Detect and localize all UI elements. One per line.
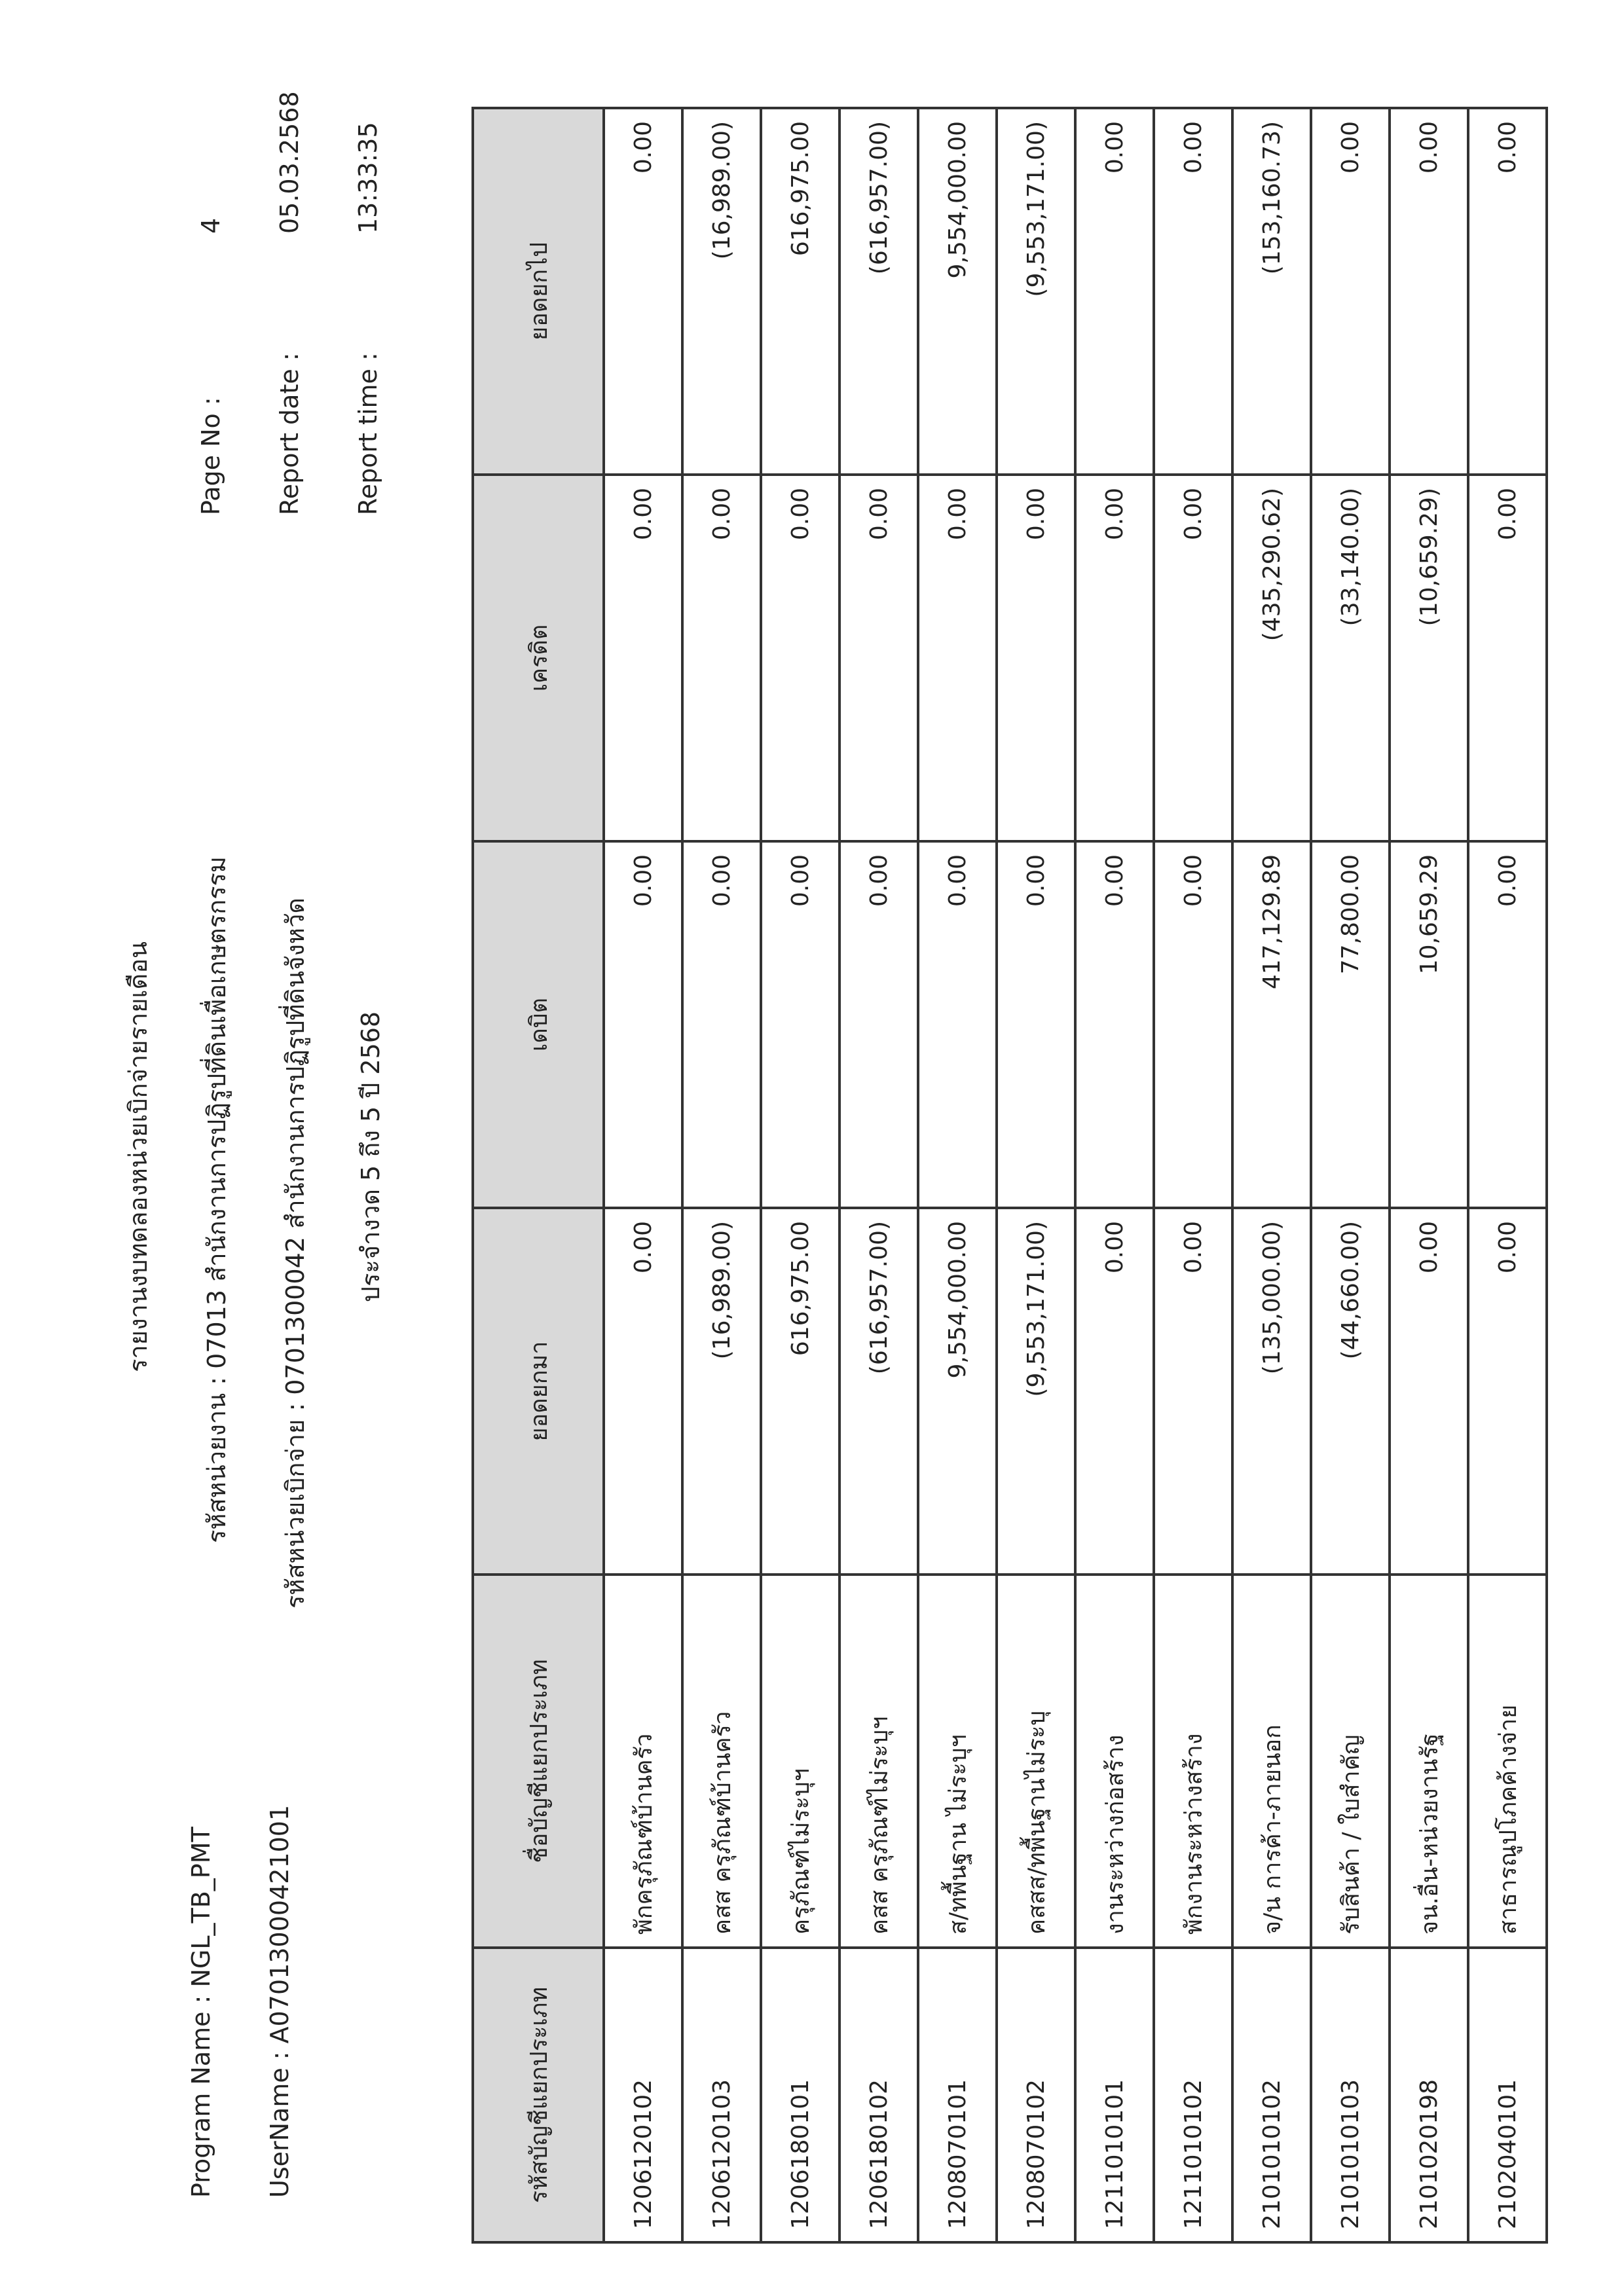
account-name-cell: พักงานระหว่างสร้าง: [1154, 1575, 1232, 1948]
account-name-cell: จ/น การค้า-ภายนอก: [1232, 1575, 1311, 1948]
page-no-label: Page No :: [196, 397, 225, 515]
credit-cell: 0.00: [604, 475, 682, 841]
account-name-cell: คสสส/ทพื้นฐานไม่ระบุ: [997, 1575, 1075, 1948]
debit-cell: 417,129.89: [1232, 841, 1311, 1208]
carried-forward-cell: (16,989.00): [682, 108, 761, 475]
disbursement-unit-code: รหัสหน่วยเบิกจ่าย : 0701300042 สำนักงานการปฏิรูปที่ดินจังหวัด: [281, 898, 310, 1609]
program-name: Program Name : NGL_TB_PMT: [187, 1827, 215, 2198]
column-header: เดบิต: [473, 841, 604, 1208]
credit-cell: 0.00: [840, 475, 918, 841]
brought-forward-cell: (44,660.00): [1311, 1208, 1390, 1575]
column-header: รหัสบัญชีแยกประเภท: [473, 1948, 604, 2242]
account-code-cell: 2101010103: [1311, 1948, 1390, 2242]
carried-forward-cell: 0.00: [1311, 108, 1390, 475]
debit-cell: 0.00: [761, 841, 840, 1208]
debit-cell: 0.00: [682, 841, 761, 1208]
credit-cell: 0.00: [682, 475, 761, 841]
brought-forward-cell: 616,975.00: [761, 1208, 840, 1575]
table-row: [1311, 108, 1390, 2242]
debit-cell: 0.00: [1468, 841, 1547, 1208]
debit-cell: 0.00: [1075, 841, 1154, 1208]
table-header-row: [473, 108, 604, 2242]
table-row: [1468, 108, 1547, 2242]
table-body: [604, 108, 1547, 2242]
credit-cell: (33,140.00): [1311, 475, 1390, 841]
table-row: [840, 108, 918, 2242]
credit-cell: 0.00: [997, 475, 1075, 841]
table-row: [604, 108, 682, 2242]
carried-forward-cell: 616,975.00: [761, 108, 840, 475]
account-name-cell: งานระหว่างก่อสร้าง: [1075, 1575, 1154, 1948]
brought-forward-cell: (616,957.00): [840, 1208, 918, 1575]
account-name-cell: คสส ครุภัณฑ์ไม่ระบุฯ: [840, 1575, 918, 1948]
credit-cell: 0.00: [918, 475, 997, 841]
table-row: [1154, 108, 1232, 2242]
account-code-cell: 1211010101: [1075, 1948, 1154, 2242]
brought-forward-cell: 0.00: [1154, 1208, 1232, 1575]
carried-forward-cell: (9,553,171.00): [997, 108, 1075, 475]
trial-balance-table: [471, 107, 1548, 2244]
carried-forward-cell: 0.00: [1075, 108, 1154, 475]
credit-cell: (435,290.62): [1232, 475, 1311, 841]
debit-cell: 0.00: [1154, 841, 1232, 1208]
column-header: ชื่อบัญชีแยกประเภท: [473, 1575, 604, 1948]
account-code-cell: 2101010102: [1232, 1948, 1311, 2242]
brought-forward-cell: 0.00: [604, 1208, 682, 1575]
credit-cell: 0.00: [1075, 475, 1154, 841]
carried-forward-cell: 0.00: [604, 108, 682, 475]
account-code-cell: 1206120102: [604, 1948, 682, 2242]
account-code-cell: 1208070102: [997, 1948, 1075, 2242]
brought-forward-cell: (135,000.00): [1232, 1208, 1311, 1575]
table-row: [682, 108, 761, 2242]
account-code-cell: 2102040101: [1468, 1948, 1547, 2242]
debit-cell: 0.00: [840, 841, 918, 1208]
column-header: เครดิต: [473, 475, 604, 841]
table-row: [1232, 108, 1311, 2242]
table-row: [1390, 108, 1468, 2242]
debit-cell: 77,800.00: [1311, 841, 1390, 1208]
brought-forward-cell: 0.00: [1390, 1208, 1468, 1575]
page-no-value: 4: [196, 217, 225, 234]
debit-cell: 0.00: [604, 841, 682, 1208]
account-name-cell: พักครุภัณฑ์บ้านครัว: [604, 1575, 682, 1948]
account-name-cell: ครุภัณฑ์ไม่ระบุฯ: [761, 1575, 840, 1948]
brought-forward-cell: 0.00: [1468, 1208, 1547, 1575]
carried-forward-cell: (153,160.73): [1232, 108, 1311, 475]
carried-forward-cell: 0.00: [1390, 108, 1468, 475]
account-name-cell: จน.อื่น-หน่วยงานรัฐ: [1390, 1575, 1468, 1948]
brought-forward-cell: 9,554,000.00: [918, 1208, 997, 1575]
report-date-value: 05.03.2568: [275, 91, 304, 234]
brought-forward-cell: (9,553,171.00): [997, 1208, 1075, 1575]
report-period: ประจำงวด 5 ถึง 5 ปี 2568: [356, 1011, 385, 1303]
carried-forward-cell: 0.00: [1468, 108, 1547, 475]
account-code-cell: 1208070101: [918, 1948, 997, 2242]
username: UserName : A07013000421001: [265, 1804, 294, 2198]
brought-forward-cell: 0.00: [1075, 1208, 1154, 1575]
brought-forward-cell: (16,989.00): [682, 1208, 761, 1575]
report-date-label: Report date :: [275, 352, 304, 515]
account-code-cell: 2101020198: [1390, 1948, 1468, 2242]
table-row: [918, 108, 997, 2242]
credit-cell: 0.00: [1468, 475, 1547, 841]
report-time-value: 13:33:35: [354, 122, 382, 234]
account-code-cell: 1211010102: [1154, 1948, 1232, 2242]
debit-cell: 0.00: [918, 841, 997, 1208]
carried-forward-cell: (616,957.00): [840, 108, 918, 475]
account-name-cell: ส/ทพื้นฐาน ไม่ระบุฯ: [918, 1575, 997, 1948]
report-time-label: Report time :: [354, 352, 382, 515]
account-code-cell: 1206120103: [682, 1948, 761, 2242]
column-header: ยอดยกไป: [473, 108, 604, 475]
account-name-cell: คสส ครุภัณฑ์บ้านครัว: [682, 1575, 761, 1948]
credit-cell: 0.00: [761, 475, 840, 841]
account-code-cell: 1206180102: [840, 1948, 918, 2242]
report-title: รายงานงบทดลองหน่วยเบิกจ่ายรายเดือน: [124, 941, 153, 1373]
carried-forward-cell: 9,554,000.00: [918, 108, 997, 475]
account-code-cell: 1206180101: [761, 1948, 840, 2242]
carried-forward-cell: 0.00: [1154, 108, 1232, 475]
column-header: ยอดยกมา: [473, 1208, 604, 1575]
account-name-cell: สาธารณูปโภคค้างจ่าย: [1468, 1575, 1547, 1948]
table-row: [997, 108, 1075, 2242]
debit-cell: 0.00: [997, 841, 1075, 1208]
credit-cell: 0.00: [1154, 475, 1232, 841]
table-row: [761, 108, 840, 2242]
table-row: [1075, 108, 1154, 2242]
debit-cell: 10,659.29: [1390, 841, 1468, 1208]
department-code: รหัสหน่วยงาน : 07013 สำนักงานการปฏิรูปที่ดินเพื่อเกษตรกรรม: [202, 856, 231, 1543]
credit-cell: (10,659.29): [1390, 475, 1468, 841]
account-name-cell: รับสินค้า / ใบสำคัญ: [1311, 1575, 1390, 1948]
